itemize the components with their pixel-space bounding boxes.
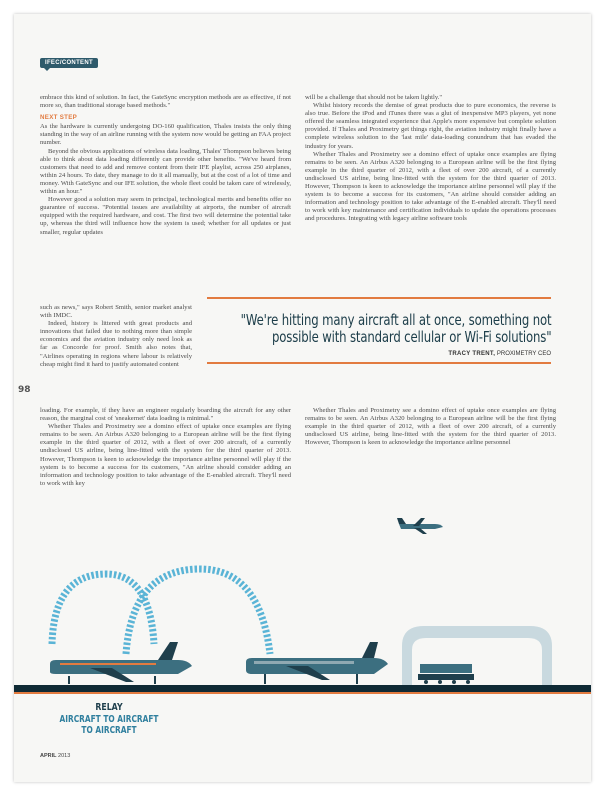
- paragraph: Whether Thales and Proximetry see a domino effect of uptake once examples are flying remains to be seen. An Airbus A320 belonging to a European airline will be the first flying example in the third quarter of 2012, with a fleet of over 200 aircraft, of a currently undisclosed US airline, being line-fitted with the system for the third quarter of 2013. However, Thompson is keen to acknowledge the importance airline personnel will play if the system is to become a success for its customers, "An airline should consider adding an information and technology position to take advantage of the E-enabled aircraft. They'll need to work with key maintenance and certification individuals to update the operations processes and procedures. Integrating with legacy airline software tools: [305, 150, 556, 223]
- col1-bottom: [40, 407, 291, 488]
- relay-illustration: [14, 504, 591, 704]
- relay-line2: TO AIRCRAFT: [81, 725, 137, 736]
- relay-line1: AIRCRAFT TO AIRCRAFT: [59, 714, 159, 725]
- paragraph: embrace this kind of solution. In fact, the GateSync encryption methods are as effective, if not more so, than traditional storage based methods.": [40, 94, 291, 110]
- paragraph: Whether Thales and Proximetry see a domino effect of uptake once examples are flying remains to be seen. An Airbus A320 belonging to a European airline will be the first flying example in the third quarter of 2012, with a fleet of over 200 aircraft, of a currently undisclosed US airline, being line-fitted with the system for the third quarter of 2013. However, Thompson is keen to acknowledge the importance airline personnel: [305, 407, 556, 447]
- pull-quote: [240, 312, 551, 346]
- col1-narrow: [40, 304, 192, 369]
- quote-rule-top: [207, 297, 551, 299]
- paragraph: Indeed, history is littered with great products and innovations that failed due to nothing more than simple economics and the aviation industry only need look as far as Concorde for proof. Smith also notes that, "Airlines operating in regions where labour is relatively cheap might find it hard to justify automated content: [40, 320, 192, 368]
- paragraph: Whether Thales and Proximetry see a domino effect of uptake once examples are flying remains to be seen. An Airbus A320 belonging to a European airline will be the first flying example in the third quarter of 2012, with a fleet of over 200 aircraft, of a currently undisclosed US airline, being line-fitted with the system for the third quarter of 2013. However, Thompson is keen to acknowledge the importance airline personnel will play if the system is to become a success for its customers, "An airline should consider adding an information and technology position to take advantage of the E-enabled aircraft. They'll need to work with key: [40, 423, 291, 487]
- col2-bottom: [305, 407, 556, 447]
- relay-title: RELAY: [95, 702, 123, 713]
- paragraph: However good a solution may seem in principal, technological merits and benefits offer no guarantee of success. "Potential issues are availability at airports, the number of aircraft equipped with the required hardware, and cost. The first two will determine the potential take up, whereas the third will influence how the system is used; whether for all updates or just smaller, regular updates: [40, 196, 291, 236]
- wifi-arc-right: [126, 569, 270, 654]
- paragraph: such as news," says Robert Smith, senior market analyst with IMDC.: [40, 304, 192, 320]
- quote-attribution: [448, 351, 551, 357]
- footer-month: APRIL: [40, 753, 57, 759]
- quote-rule-bottom: [207, 362, 551, 364]
- pull-quote-line1: "We're hitting many aircraft all at once, something not: [240, 311, 551, 329]
- relay-caption: [51, 702, 168, 736]
- paragraph: loading. For example, if they have an engineer regularly boarding the aircraft for any other reason, the marginal cost of 'sneakernet' data loading is minimal.": [40, 407, 291, 423]
- section-heading: NEXT STEP: [40, 114, 78, 122]
- flying-plane-icon: [397, 518, 443, 534]
- footer-year: 2013: [58, 753, 71, 759]
- paragraph: will be a challenge that should not be taken lightly.": [305, 94, 443, 101]
- col1-top: [40, 94, 291, 237]
- quote-role: PROXIMETRY CEO: [496, 351, 551, 357]
- section-tag: IFEC/CONTENT: [40, 58, 98, 68]
- paragraph: As the hardware is currently undergoing DO-160 qualification, Thales insists the only thing standing in the way of an airline running with the system now would be getting an FAA project number.: [40, 123, 291, 147]
- page-sheet: [14, 14, 591, 782]
- pull-quote-line2: possible with standard cellular or Wi-Fi solutions": [271, 328, 551, 346]
- col2-top: [305, 94, 556, 224]
- page-footer: [40, 753, 70, 759]
- page-number: 98: [18, 385, 31, 395]
- paragraph: Whilst history records the demise of great products due to pure economics, the reverse is also true. Before the iPod and iTunes there was a glut of inexpensive MP3 players, yet none offered the seamless integrated experience that Apple's more expensive but complete solution provided. If Thales and Proximetry get things right, the aviation industry might finally have a complete wireless solution to the 'last mile' data-loading conundrum that has evaded the industry for years.: [305, 102, 556, 150]
- plane-1-icon: [50, 642, 192, 684]
- quote-name: TRACY TRENT,: [448, 351, 496, 357]
- hangar-icon: [402, 626, 552, 685]
- paragraph: Beyond the obvious applications of wireless data loading, Thales' Thompson believes being able to think about data loading differently can provide other benefits. "We've heard from customers that need to add and remove content from their IFE playlist, across 250 airplanes, within 24 hours. To date, they manage to do it all manually, but at the cost of a lot of time and money. With GateSync and our IFE solution, the whole fleet could be taken care of wirelessly, within an hour.": [40, 147, 291, 196]
